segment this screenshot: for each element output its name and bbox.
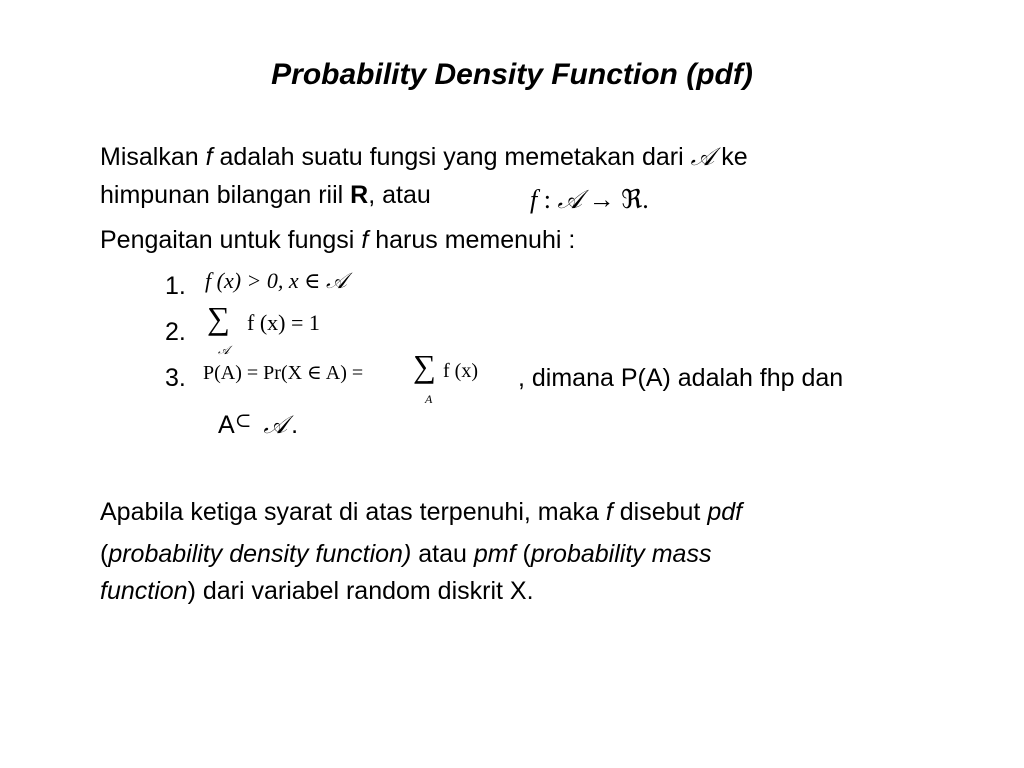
title-abbr: pdf (696, 58, 743, 91)
intro-line-2: himpunan bilangan riil R, atau (100, 181, 431, 209)
condition-3-note: , dimana P(A) adalah fhp dan (518, 364, 844, 392)
condition-3-expression-right: f (x) (443, 360, 478, 382)
mapping-expression: f : 𝒜 → ℜ. (530, 185, 649, 215)
slide-title (0, 58, 1024, 92)
title-main: Probability Density Function (271, 58, 678, 91)
condition-2-sum-icon: ∑ (207, 300, 230, 336)
condition-2-subscript: 𝒜 (218, 343, 230, 357)
condition-3-number: 3. (165, 364, 186, 392)
conclusion-line-1: Apabila ketiga syarat di atas terpenuhi, maka f disebut pdf (100, 498, 743, 526)
set-a-symbol: 𝒜 (690, 142, 715, 171)
condition-3-subscript: A (425, 392, 433, 406)
intro-line-1: Misalkan f adalah suatu fungsi yang memetakan dari 𝒜 ke (100, 142, 748, 171)
reals-bold-r: R (350, 181, 369, 209)
condition-2-expression: f (x) = 1 (247, 310, 320, 335)
condition-3-subset: A⊂ 𝒜 . (218, 410, 299, 439)
conclusion-line-2: (probability density function) atau pmf (probability mass (100, 540, 712, 568)
title-paren-close: ) (742, 58, 753, 91)
requirement-line: Pengaitan untuk fungsi f harus memenuhi : (100, 226, 576, 254)
condition-1-number: 1. (165, 272, 186, 300)
title-paren-open: ( (677, 58, 697, 91)
condition-3-sum-icon: ∑ (413, 348, 436, 384)
condition-3-expression-left: P(A) = Pr(X ∈ A) = (203, 362, 364, 384)
var-f: f (205, 143, 213, 171)
conclusion-line-3: function) dari variabel random diskrit X. (100, 577, 534, 605)
condition-2-number: 2. (165, 318, 186, 346)
condition-1-expression: f (x) > 0, x ∈ 𝒜 (205, 268, 347, 294)
